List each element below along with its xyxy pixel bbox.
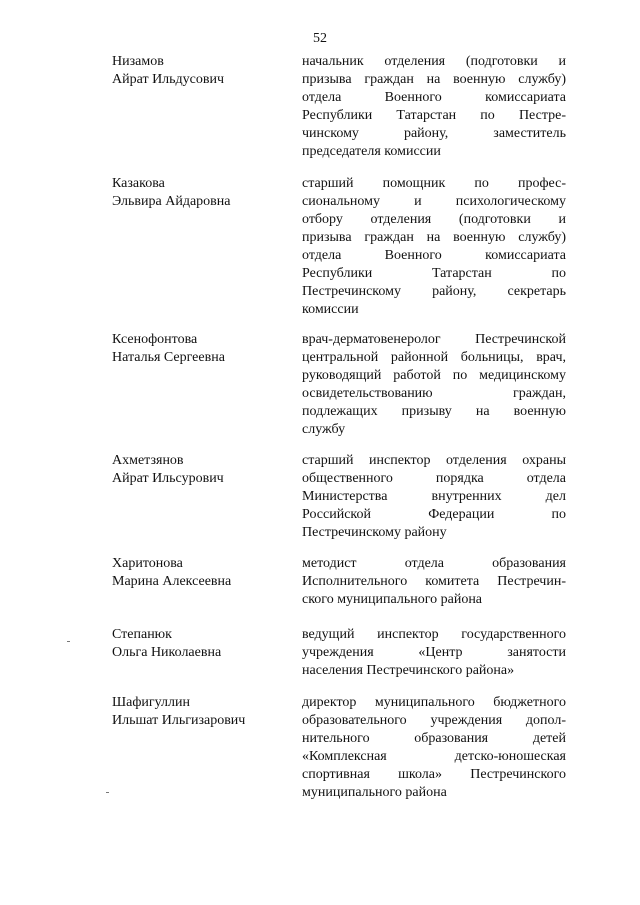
member-name (112, 53, 292, 89)
scan-speck (67, 641, 70, 642)
member-surname: Ксенофонтова (112, 332, 198, 347)
member-given-name: Наталья Сергеевна (112, 350, 225, 365)
role-line: нительного образования детей (302, 731, 566, 746)
role-line: старший помощник по профес- (302, 176, 566, 191)
role-line: отдела Военного комиссариата (302, 248, 566, 263)
role-line: Пестречинскому району, секретарь (302, 284, 566, 299)
member-surname: Степанюк (112, 627, 172, 642)
role-line: населения Пестречинского района» (302, 663, 515, 678)
role-line: общественного порядка отдела (302, 471, 566, 486)
page-number: 52 (313, 31, 327, 46)
role-line: методист отдела образования (302, 556, 566, 571)
role-line: освидетельствованию граждан, (302, 386, 566, 401)
role-line: ведущий инспектор государственного (302, 627, 566, 642)
role-line: Республики Татарстан по (302, 266, 566, 281)
role-line: председателя комиссии (302, 144, 441, 159)
role-line: Исполнительного комитета Пестречин- (302, 574, 566, 589)
member-surname: Харитонова (112, 556, 183, 571)
member-name (112, 694, 292, 730)
role-line: центральной районной больницы, врач, (302, 350, 566, 365)
role-line: образовательного учреждения допол- (302, 713, 566, 728)
role-line: директор муниципального бюджетного (302, 695, 566, 710)
member-surname: Казакова (112, 176, 165, 191)
member-name (112, 626, 292, 662)
role-line: Российской Федерации по (302, 507, 566, 522)
member-role (302, 555, 566, 609)
role-line: отдела Военного комиссариата (302, 90, 566, 105)
member-role (302, 53, 566, 161)
role-line: подлежащих призыву на военную (302, 404, 566, 419)
member-role (302, 626, 566, 680)
member-role (302, 331, 566, 439)
member-name (112, 555, 292, 591)
role-line: врач-дерматовенеролог Пестречинской (302, 332, 566, 347)
role-line: учреждения «Центр занятости (302, 645, 566, 660)
member-role (302, 452, 566, 542)
role-line: призыва граждан на военную службу) (302, 72, 566, 87)
member-name (112, 452, 292, 488)
member-surname: Ахметзянов (112, 453, 184, 468)
role-line: комиссии (302, 302, 359, 317)
member-given-name: Ольга Николаевна (112, 645, 222, 660)
member-given-name: Айрат Ильдусович (112, 72, 225, 87)
scan-speck (106, 792, 109, 793)
member-surname: Шафигуллин (112, 695, 190, 710)
role-line: руководящий работой по медицинскому (302, 368, 566, 383)
role-line: Пестречинскому району (302, 525, 447, 540)
role-line: «Комплексная детско-юношеская (302, 749, 566, 764)
role-line: сиональному и психологическому (302, 194, 566, 209)
role-line: Министерства внутренних дел (302, 489, 566, 504)
role-line: Республики Татарстан по Пестре- (302, 108, 566, 123)
member-name (112, 331, 292, 367)
role-line: старший инспектор отделения охраны (302, 453, 566, 468)
role-line: службу (302, 422, 346, 437)
role-line: чинскому району, заместитель (302, 126, 566, 141)
member-given-name: Марина Алексеевна (112, 574, 232, 589)
member-given-name: Айрат Ильсурович (112, 471, 224, 486)
role-line: ского муниципального района (302, 592, 483, 607)
member-surname: Низамов (112, 54, 164, 69)
member-role (302, 175, 566, 319)
member-given-name: Эльвира Айдаровна (112, 194, 231, 209)
member-role (302, 694, 566, 802)
role-line: призыва граждан на военную службу) (302, 230, 566, 245)
role-line: отбору отделения (подготовки и (302, 212, 566, 227)
member-name (112, 175, 292, 211)
role-line: муниципального района (302, 785, 447, 800)
role-line: спортивная школа» Пестречинского (302, 767, 566, 782)
role-line: начальник отделения (подготовки и (302, 54, 566, 69)
member-given-name: Ильшат Ильгизарович (112, 713, 246, 728)
